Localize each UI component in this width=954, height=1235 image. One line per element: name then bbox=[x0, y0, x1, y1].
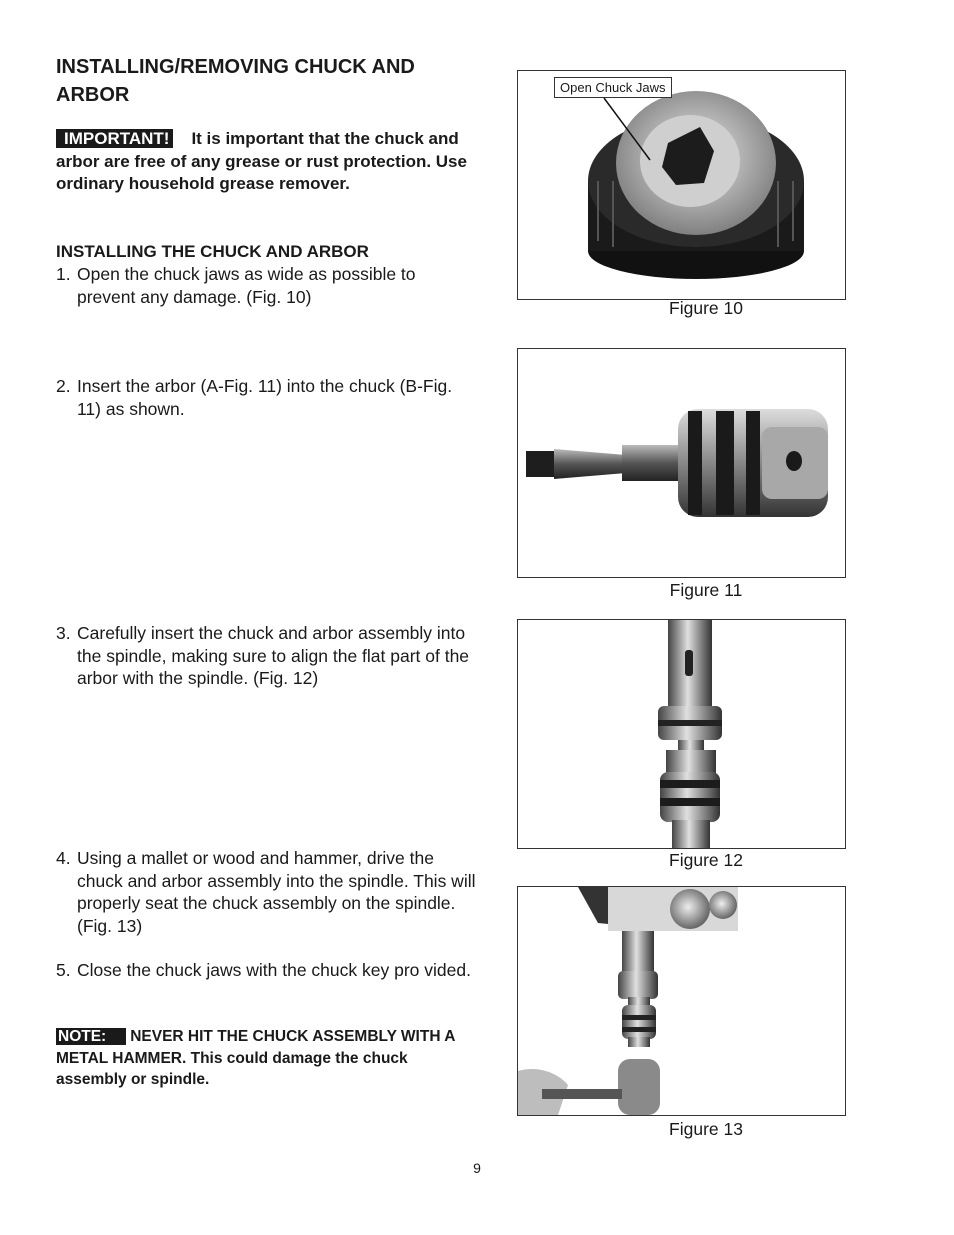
note-text: NEVER HIT THE CHUCK ASSEMBLY WITH A METAL HAMMER. This could damage the chuck assembly or spindle. bbox=[56, 1028, 455, 1088]
figure-12-caption: Figure 12 bbox=[669, 850, 743, 870]
note-badge: NOTE: bbox=[56, 1028, 126, 1045]
step-text: Open the chuck jaws as wide as possible to prevent any damage. (Fig. 10) bbox=[77, 264, 416, 307]
step-3 bbox=[56, 622, 476, 690]
figure-10-image bbox=[517, 70, 846, 300]
figure-12-image bbox=[517, 619, 846, 849]
figure-10-caption: Figure 10 bbox=[669, 298, 743, 318]
figure-11-image bbox=[517, 348, 846, 578]
step-number: 4. bbox=[56, 848, 71, 868]
step-text: Carefully insert the chuck and arbor assembly into the spindle, making sure to align the flat part of the arbor with the spindle. (Fig. 12) bbox=[77, 623, 470, 688]
figure-13-caption: Figure 13 bbox=[669, 1119, 743, 1139]
important-notice bbox=[56, 128, 476, 196]
page-number: 9 bbox=[473, 1160, 481, 1176]
step-number: 5. bbox=[56, 960, 71, 980]
note-warning bbox=[56, 1026, 476, 1091]
step-number: 3. bbox=[56, 623, 71, 643]
step-number: 2. bbox=[56, 376, 71, 396]
page-title: INSTALLING/REMOVING CHUCK AND ARBOR bbox=[56, 56, 415, 106]
figure-11-caption: Figure 11 bbox=[669, 580, 743, 600]
callout-leader-line bbox=[600, 96, 660, 166]
step-1 bbox=[56, 263, 476, 308]
important-text: It is important that the chuck and arbor are free of any grease or rust protection. Use ordinary household grease remover. bbox=[56, 129, 467, 193]
step-text: Close the chuck jaws with the chuck key pro vided. bbox=[77, 960, 471, 980]
open-chuck-jaws-callout: Open Chuck Jaws bbox=[554, 77, 672, 98]
section-subheading: INSTALLING THE CHUCK AND ARBOR bbox=[56, 242, 369, 261]
step-5 bbox=[56, 959, 476, 982]
figure-13-image bbox=[517, 886, 846, 1116]
step-number: 1. bbox=[56, 264, 71, 284]
important-badge: IMPORTANT! bbox=[56, 129, 173, 148]
step-2 bbox=[56, 375, 476, 420]
step-4 bbox=[56, 847, 476, 937]
step-text: Using a mallet or wood and hammer, drive the chuck and arbor assembly into the spindle. This will properly seat the chuck assembly on the spindle. (Fig. 13) bbox=[77, 848, 476, 936]
step-text: Insert the arbor (A-Fig. 11) into the chuck (B-Fig. 11) as shown. bbox=[77, 376, 453, 419]
